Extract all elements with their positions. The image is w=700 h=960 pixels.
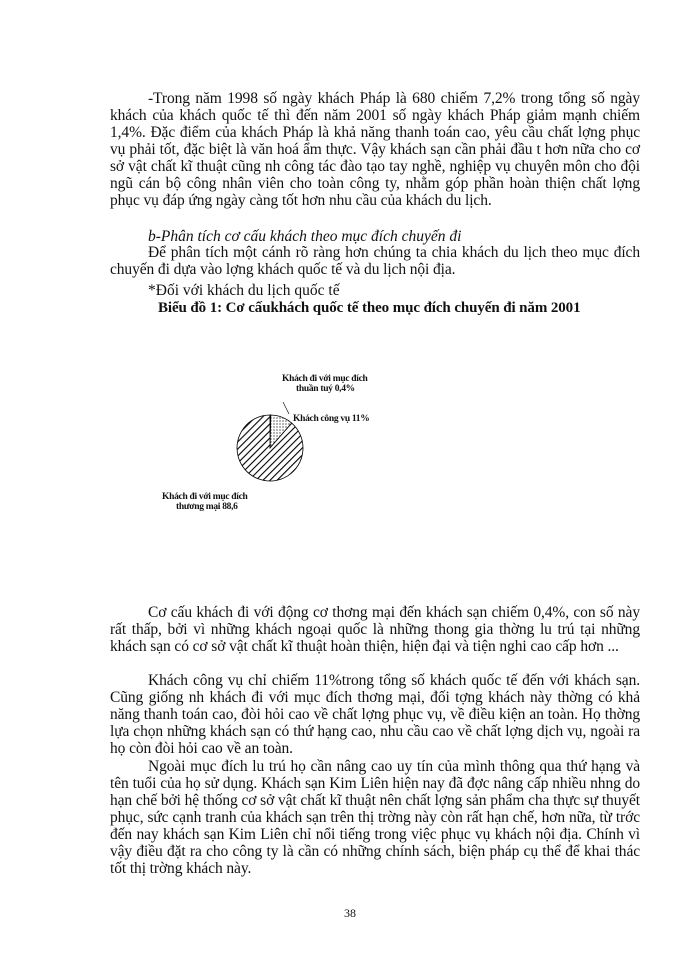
chart-title: Biểu đồ 1: Cơ cấukhách quốc tế theo mục đích chuyến đi năm 2001 xyxy=(158,300,581,316)
label-slice-pure xyxy=(282,374,368,394)
paragraph-french-guests: -Trong năm 1998 số ngày khách Pháp là 680 chiếm 7,2% trong tổng số ngày khách của khách quốc tế thì đến năm 2001 số ngày khách Pháp giảm mạnh chiếm 1,4%. Đặc điểm của khách Pháp là khả năng thanh toán cao, yêu cầu chất lợng phục vụ phải tốt, đặc biệt là văn hoá ẩm thực. Vậy khách sạn cần phải đầu t hơn nữa cho cơ sở vật chất kĩ thuật cũng nh công tác đào tạo tay nghề, nghiệp vụ chuyên môn cho đội ngũ cán bộ công nhân viên cho toàn công ty, nhằm góp phần hoàn thiện chất lợng phục vụ đáp ứng ngày càng tốt hơn nhu cầu của khách du lịch. xyxy=(110,90,640,209)
label-slice-business xyxy=(293,414,369,424)
subheading-international: *Đối với khách du lịch quốc tế xyxy=(148,282,340,299)
pie-slice-2 xyxy=(237,415,303,481)
label-slice-commerce xyxy=(162,492,248,512)
paragraph-analysis-intro: Để phân tích một cánh rõ ràng hơn chúng ta chia khách du lịch theo mục đích chuyến đi dựa vào lợng khách quốc tế và du lịch nội địa. xyxy=(110,244,640,278)
label-slice-commerce-line2: thương mại 88,6 xyxy=(176,502,238,512)
paragraph-hotel-reputation: Ngoài mục đích lu trú họ cần nâng cao uy tín của mình thông qua thứ hạng và tên tuổi của họ sử dụng. Khách sạn Kim Liên hiện nay đã đợc nâng cấp nhiều nhng do hạn chế bởi hệ thống cơ sở vật chất kĩ thuật nên chất lợng sản phẩm cha thực sự thuyết phục, sức cạnh tranh của khách sạn trên thị trờng này còn rất hạn chế, hơn nữa, từ trớc đến nay khách sạn Kim Liên chỉ nổi tiếng trong việc phục vụ khách nội địa. Chính vì vậy điều đặt ra cho công ty là cần có những chính sách, biện pháp cụ thể để khai thác tốt thị trờng khách này. xyxy=(110,758,640,877)
label-slice-pure-line1: Khách đi với mục đích xyxy=(282,374,368,384)
paragraph-commerce-guests: Cơ cấu khách đi với động cơ thơng mại đến khách sạn chiếm 0,4%, con số này rất thấp, bởi vì những khách ngoại quốc là những thong gia thờng lu trú tại những khách sạn có cơ sở vật chất kĩ thuật hoàn thiện, hiện đại và tiện nghi cao cấp hơn ... xyxy=(110,604,640,655)
label-slice-commerce-line1: Khách đi với mục đích xyxy=(162,492,248,502)
label-slice-business-line1: Khách công vụ 11% xyxy=(293,414,370,424)
leader-line xyxy=(283,402,289,414)
page-number: 38 xyxy=(344,906,356,920)
label-slice-pure-line2: thuần tuý 0,4% xyxy=(296,384,355,394)
paragraph-business-guests: Khách công vụ chỉ chiếm 11%trong tổng số khách quốc tế đến với khách sạn. Cũng giống nh khách đi với mục đích thơng mại, đối tợng khách này thờng có khả năng thanh toán cao, đòi hỏi cao về chất lợng phục vụ, về điều kiện an toàn. Họ thờng lựa chọn những khách sạn có thứ hạng cao, nhu cầu cao về chất lợng dịch vụ, ngoài ra họ còn đòi hỏi cao về an toàn. xyxy=(110,672,640,757)
section-heading-b: b-Phân tích cơ cấu khách theo mục đích chuyến đi xyxy=(148,228,462,245)
